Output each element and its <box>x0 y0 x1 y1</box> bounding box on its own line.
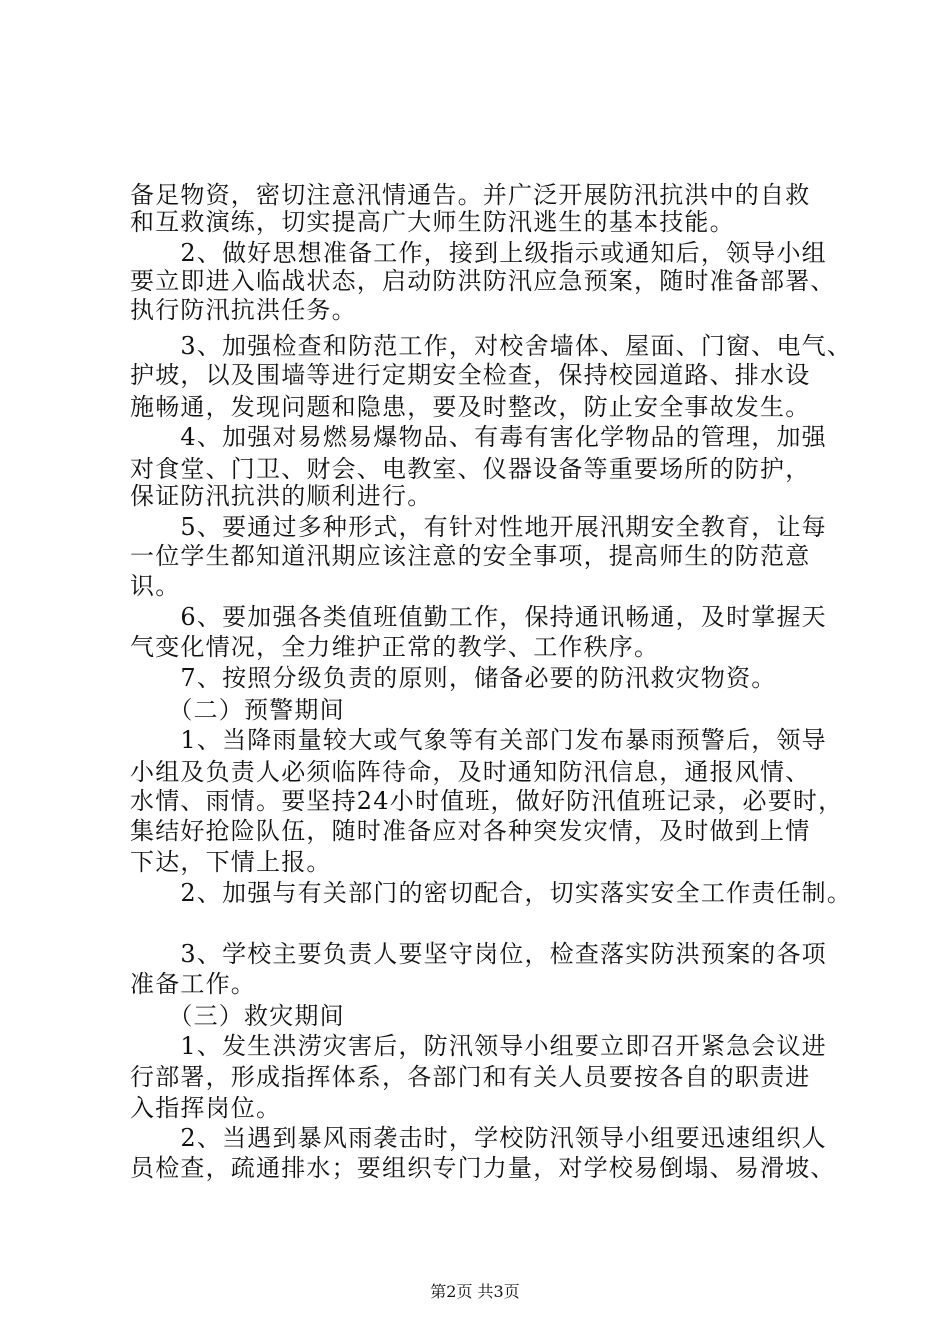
text-line: 5、要通过多种形式，有针对性地开展汛期安全教育，让每 <box>130 513 827 541</box>
section-heading: （三）救灾期间 <box>130 1002 345 1030</box>
text-line: 小组及负责人必须临阵待命，及时通知防汛信息，通报风情、 <box>130 758 811 786</box>
text-line: 识。 <box>130 572 181 600</box>
text-line: 执行防汛抗洪任务。 <box>130 296 357 324</box>
text-line: 2、当遇到暴风雨袭击时，学校防汛领导小组要迅速组织人 <box>130 1124 827 1152</box>
text-line: 施畅通，发现问题和隐患，要及时整改，防止安全事故发生。 <box>130 393 811 421</box>
text-line: 集结好抢险队伍，随时准备应对各种突发灾情，及时做到上情 <box>130 817 811 845</box>
text-line: 护坡，以及围墙等进行定期安全检查，保持校园道路、排水设 <box>130 361 811 389</box>
text-line: 6、要加强各类值班值勤工作，保持通讯畅通，及时掌握天 <box>130 603 827 631</box>
text-line: 行部署，形成指挥体系，各部门和有关人员要按各自的职责进 <box>130 1063 811 1091</box>
text-line: 下达，下情上报。 <box>130 848 332 876</box>
text-line: 1、当降雨量较大或气象等有关部门发布暴雨预警后，领导 <box>130 726 827 754</box>
text-line: 3、加强检查和防范工作，对校舍墙体、屋面、门窗、电气、 <box>130 332 853 360</box>
text-line: 和互救演练，切实提高广大师生防汛逃生的基本技能。 <box>130 208 735 236</box>
text-line: 气变化情况，全力维护正常的教学、工作秩序。 <box>130 633 660 661</box>
text-line: 一位学生都知道汛期应该注意的安全事项，提高师生的防范意 <box>130 542 811 570</box>
page-number-footer: 第2页 共3页 <box>430 1282 520 1301</box>
text-line: 7、按照分级负责的原则，储备必要的防汛救灾物资。 <box>130 664 777 692</box>
text-line: 要立即进入临战状态，启动防洪防汛应急预案，随时准备部署、 <box>130 267 836 295</box>
text-line: 1、发生洪涝灾害后，防汛领导小组要立即召开紧急会议进 <box>130 1032 827 1060</box>
text-line: 4、加强对易燃易爆物品、有毒有害化学物品的管理，加强 <box>130 423 827 451</box>
text-line: 水情、雨情。要坚持24小时值班，做好防汛值班记录，必要时， <box>130 787 844 815</box>
text-line: 保证防汛抗洪的顺利进行。 <box>130 482 433 510</box>
text-line: 准备工作。 <box>130 970 256 998</box>
text-line: 对食堂、门卫、财会、电教室、仪器设备等重要场所的防护， <box>130 455 811 483</box>
text-line: 员检查，疏通排水；要组织专门力量，对学校易倒塌、易滑坡、 <box>130 1154 836 1182</box>
text-line: 备足物资，密切注意汛情通告。并广泛开展防汛抗洪中的自救 <box>130 181 811 209</box>
text-line: 入指挥岗位。 <box>130 1094 282 1122</box>
text-line: 3、学校主要负责人要坚守岗位，检查落实防洪预案的各项 <box>130 940 827 968</box>
section-heading: （二）预警期间 <box>130 696 345 724</box>
text-line: 2、加强与有关部门的密切配合，切实落实安全工作责任制。 <box>130 879 853 907</box>
text-line: 2、做好思想准备工作，接到上级指示或通知后，领导小组 <box>130 239 827 267</box>
